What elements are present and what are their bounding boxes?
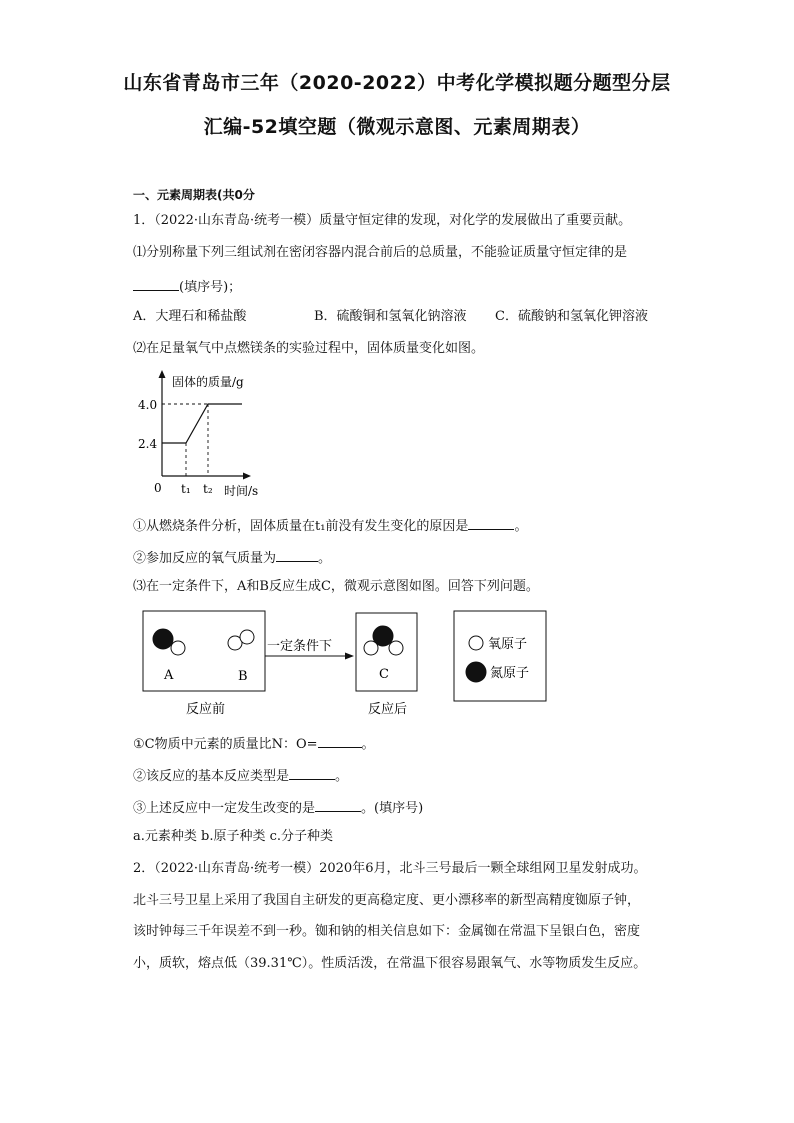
option-a: A．大理石和稀盐酸	[133, 309, 247, 324]
q1-sub3-end: 。	[361, 737, 375, 752]
answer-blank[interactable]	[318, 733, 362, 748]
q2-line-2: 北斗三号卫星上采用了我国自主研发的更高稳定度、更小漂移率的新型高精度铷原子钟，	[133, 893, 641, 908]
answer-blank[interactable]	[276, 547, 318, 562]
graph-xlabel: 时间/s	[224, 484, 259, 498]
nitrogen-atom	[153, 629, 173, 649]
answer-blank[interactable]	[315, 797, 361, 812]
legend-box	[454, 611, 546, 701]
q1-options-row	[133, 308, 673, 326]
q1-sub4	[133, 765, 348, 786]
molecule-a-label: A	[164, 668, 174, 683]
mass-curve	[162, 404, 242, 443]
q2-line-1: 2．（2022·山东青岛·统考一模）2020年6月，北斗三号最后一颗全球组网卫星发射成功。	[133, 861, 647, 876]
doc-title-line-2: 汇编-52填空题（微观示意图、元素周期表）	[203, 116, 591, 138]
answer-blank[interactable]	[133, 276, 179, 291]
legend-oxygen-label: 氧原子	[488, 637, 528, 652]
q1-intro: 1．（2022·山东青岛·统考一模）质量守恒定律的发现，对化学的发展做出了重要贡献。	[133, 213, 632, 228]
q1-part2-text: ⑵在足量氧气中点燃镁条的实验过程中，固体质量变化如图。	[133, 341, 485, 356]
nitrogen-legend-icon	[466, 662, 486, 682]
reaction-diagram	[130, 605, 560, 725]
q1-sub5	[133, 797, 423, 818]
q2-line-4: 小，质软，熔点低（39.31℃）。性质活泼，在常温下很容易跟氧气、水等物质发生反应。	[133, 956, 647, 971]
before-caption: 反应前	[186, 702, 226, 717]
q1-sub2-text: ②参加反应的氧气质量为	[133, 551, 277, 566]
x-axis-arrow	[243, 473, 251, 480]
q1-sub5-text: ③上述反应中一定发生改变的是	[133, 801, 316, 816]
graph-ylabel: 固体的质量/g	[172, 375, 244, 389]
oxygen-atom	[364, 641, 378, 655]
oxygen-atom	[171, 641, 185, 655]
q1-sub5-end: 。(填序号)	[361, 801, 424, 816]
option-c: C．硫酸钠和氢氧化钾溶液	[495, 309, 648, 324]
after-caption: 反应后	[368, 702, 408, 717]
graph-origin: 0	[154, 481, 162, 495]
q1-part1-text: ⑴分别称量下列三组试剂在密闭容器内混合前后的总质量，不能验证质量守恒定律的是	[133, 245, 628, 260]
graph-ytick-high: 4.0	[138, 398, 158, 412]
q1-sub2-end: 。	[318, 551, 332, 566]
oxygen-atom	[389, 641, 403, 655]
q1-sub1-text: ①从燃烧条件分析，固体质量在t₁前没有发生变化的原因是	[133, 519, 469, 534]
q1-sub1	[133, 515, 527, 536]
mass-time-graph	[130, 368, 280, 503]
q1-sub1-end: 。	[514, 519, 528, 534]
q1-part3-text: ⑶在一定条件下，A和B反应生成C，微观示意图如图。回答下列问题。	[133, 579, 539, 594]
doc-title-line-1: 山东省青岛市三年（2020-2022）中考化学模拟题分题型分层	[123, 72, 671, 94]
graph-ytick-low: 2.4	[138, 437, 158, 451]
q1-sub5-options: a.元素种类 b.原子种类 c.分子种类	[133, 829, 334, 844]
q2-line-3: 该时钟每三千年误差不到一秒。铷和钠的相关信息如下：金属铷在常温下呈银白色，密度	[133, 924, 641, 939]
q1-part1-tail: (填序号)；	[179, 280, 242, 295]
q1-sub3-text: ①C物质中元素的质量比N：O=	[133, 737, 318, 752]
legend-nitrogen-label: 氮原子	[490, 666, 530, 681]
molecule-c-label: C	[379, 667, 389, 682]
oxygen-legend-icon	[469, 636, 483, 650]
answer-blank[interactable]	[468, 515, 514, 530]
arrow-condition: 一定条件下	[267, 639, 333, 654]
oxygen-atom	[240, 630, 254, 644]
q1-part1-answer-line	[133, 276, 241, 297]
answer-blank[interactable]	[289, 765, 335, 780]
q1-sub4-text: ②该反应的基本反应类型是	[133, 769, 290, 784]
q1-sub3	[133, 733, 375, 754]
section-heading: 一、元素周期表(共0分	[133, 188, 255, 202]
option-b: B．硫酸铜和氢氧化钠溶液	[314, 309, 467, 324]
molecule-b-label: B	[238, 669, 248, 684]
graph-xtick-t2: t₂	[203, 482, 213, 496]
q1-sub4-end: 。	[335, 769, 349, 784]
graph-xtick-t1: t₁	[181, 482, 191, 496]
y-axis-arrow	[159, 370, 166, 378]
q1-sub2	[133, 547, 331, 568]
reaction-arrowhead	[345, 653, 354, 660]
